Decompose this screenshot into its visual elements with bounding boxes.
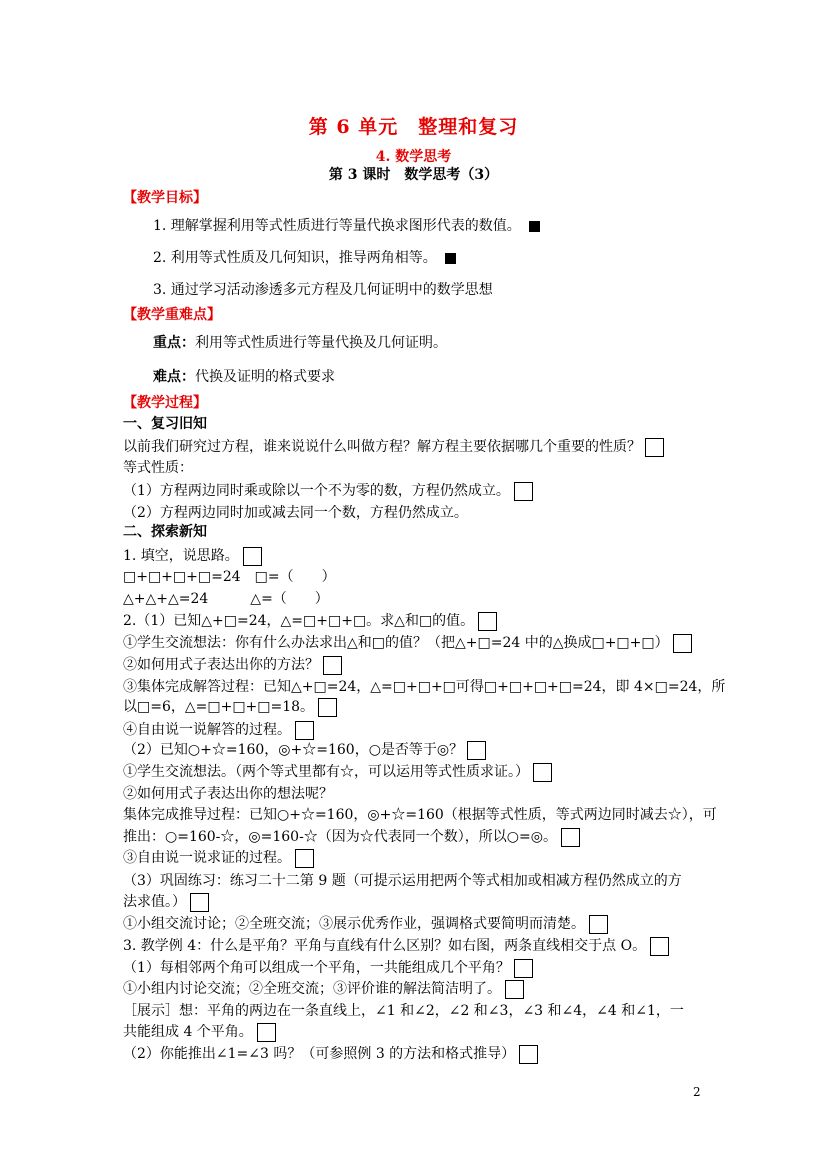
key-text: 利用等式性质进行等量代换及几何证明。 — [195, 335, 447, 351]
text-line — [123, 958, 533, 978]
key-points-heading: 【教学重难点】 — [123, 307, 221, 323]
goal-item: 3. 通过学习活动渗透多元方程及几何证明中的数学思想 — [153, 282, 493, 298]
text-line: ③集体完成解答过程：已知△+□=24，△=□+□+□可得□+□+□+□=24，即 4×□=24，所 — [123, 679, 726, 695]
text-line: 集体完成推导过程：已知○+☆=160，◎+☆=160（根据等式性质，等式两边同时减去☆），可 — [123, 807, 717, 823]
text: ①小组内讨论交流；②全班交流；③评价谁的解法简洁明了。 — [123, 981, 501, 997]
key-point — [153, 333, 447, 353]
section-heading: 二、探索新知 — [123, 524, 207, 540]
blank-box — [561, 828, 580, 847]
goals-heading: 【教学目标】 — [123, 190, 207, 206]
blank-box — [323, 656, 342, 675]
blank-box — [673, 634, 692, 653]
difficult-label: 难点： — [153, 369, 195, 385]
text: ③自由说一说求证的过程。 — [123, 850, 291, 866]
text-line — [123, 546, 262, 566]
text-line — [123, 762, 552, 782]
text-line — [123, 481, 533, 501]
page-number: 2 — [693, 1085, 701, 1099]
blank-box — [533, 763, 552, 782]
square-marker-icon — [529, 221, 540, 232]
difficult-text: 代换及证明的格式要求 — [195, 369, 335, 385]
text-line — [123, 827, 580, 847]
blank-box — [318, 698, 337, 717]
text-line — [123, 720, 314, 740]
text: 推出：○=160-☆，◎=160-☆（因为☆代表同一个数），所以○=◎。 — [123, 829, 557, 845]
text: ④自由说一说解答的过程。 — [123, 722, 291, 738]
blank-box — [257, 1023, 276, 1042]
text: （2）你能推出∠1=∠3 吗？（可参照例 3 的方法和格式推导） — [123, 1046, 516, 1062]
text-line — [123, 979, 524, 999]
section-heading: 一、复习旧知 — [123, 416, 207, 432]
text-line — [123, 914, 608, 934]
text: （2）已知○+☆=160，◎+☆=160，○是否等于◎？ — [123, 742, 464, 758]
text: （1）每相邻两个角可以组成一个平角，一共能组成几个平角？ — [123, 960, 510, 976]
blank-box — [295, 849, 314, 868]
text: 3. 教学例 4：什么是平角？平角与直线有什么区别？如右图，两条直线相交于点 O。 — [123, 938, 647, 954]
text-line — [123, 437, 664, 457]
blank-box — [645, 438, 664, 457]
text-line — [123, 1022, 276, 1042]
text: 1. 填空，说思路。 — [123, 548, 239, 564]
text: 2.（1）已知△+□=24，△=□+□+□。求△和□的值。 — [123, 613, 475, 629]
text-line — [123, 697, 337, 717]
section-title: 4. 数学思考 — [375, 149, 452, 165]
text: 共能组成 4 个平角。 — [123, 1024, 253, 1040]
text: ①学生交流想法：你有什么办法求出△和□的值？（把△+□=24 中的△换成□+□+□） — [123, 635, 669, 651]
text-line — [123, 611, 497, 631]
text: 法求值。） — [123, 894, 186, 910]
text-line: ［展示］想：平角的两边在一条直线上，∠1 和∠2，∠2 和∠3，∠3 和∠4，∠4 和∠1，一 — [123, 1003, 684, 1019]
blank-box — [505, 980, 524, 999]
blank-box — [467, 741, 486, 760]
blank-box — [295, 721, 314, 740]
text-line — [123, 936, 669, 956]
text-line: （3）巩固练习：练习二十二第 9 题（可提示运用把两个等式相加或相减方程仍然成立的方 — [123, 873, 682, 889]
text: （1）方程两边同时乘或除以一个不为零的数，方程仍然成立。 — [123, 483, 510, 499]
unit-title: 第 6 单元 整理和复习 — [308, 116, 519, 138]
key-label: 重点： — [153, 335, 195, 351]
text: 以□=6，△=□+□+□=18。 — [123, 699, 315, 715]
difficult-point — [153, 367, 335, 387]
blank-box — [589, 915, 608, 934]
text-line — [123, 1044, 538, 1064]
blank-box — [519, 1045, 538, 1064]
text: ②如何用式子表达出你的方法？ — [123, 657, 319, 673]
text-line: 等式性质： — [123, 460, 193, 476]
blank-box — [514, 482, 533, 501]
goal-text: 2. 利用等式性质及几何知识，推导两角相等。 — [153, 250, 437, 266]
text-line: □+□+□+□=24 □=（ ） — [123, 569, 336, 585]
text: 以前我们研究过方程，谁来说说什么叫做方程？解方程主要依据哪几个重要的性质？ — [123, 439, 641, 455]
text-line — [123, 633, 692, 653]
text-line: △+△+△=24 △=（ ） — [123, 591, 329, 607]
text-line: （2）方程两边同时加或减去同一个数，方程仍然成立。 — [123, 505, 468, 521]
text-line: ②如何用式子表达出你的想法呢？ — [123, 786, 333, 802]
text-line — [123, 892, 209, 912]
text: ①学生交流想法。（两个等式里都有☆，可以运用等式性质求证。） — [123, 764, 529, 780]
blank-box — [190, 893, 209, 912]
text-line — [123, 848, 314, 868]
blank-box — [650, 937, 669, 956]
process-heading: 【教学过程】 — [123, 395, 207, 411]
goal-item — [153, 216, 540, 236]
blank-box — [514, 959, 533, 978]
goal-item — [153, 248, 456, 268]
blank-box — [478, 612, 497, 631]
lesson-title: 第 3 课时 数学思考（3） — [328, 167, 499, 183]
text-line — [123, 740, 486, 760]
text-line — [123, 655, 342, 675]
goal-text: 1. 理解掌握利用等式性质进行等量代换求图形代表的数值。 — [153, 218, 521, 234]
square-marker-icon — [445, 253, 456, 264]
blank-box — [243, 547, 262, 566]
text: ①小组交流讨论；②全班交流；③展示优秀作业，强调格式要简明而清楚。 — [123, 916, 585, 932]
